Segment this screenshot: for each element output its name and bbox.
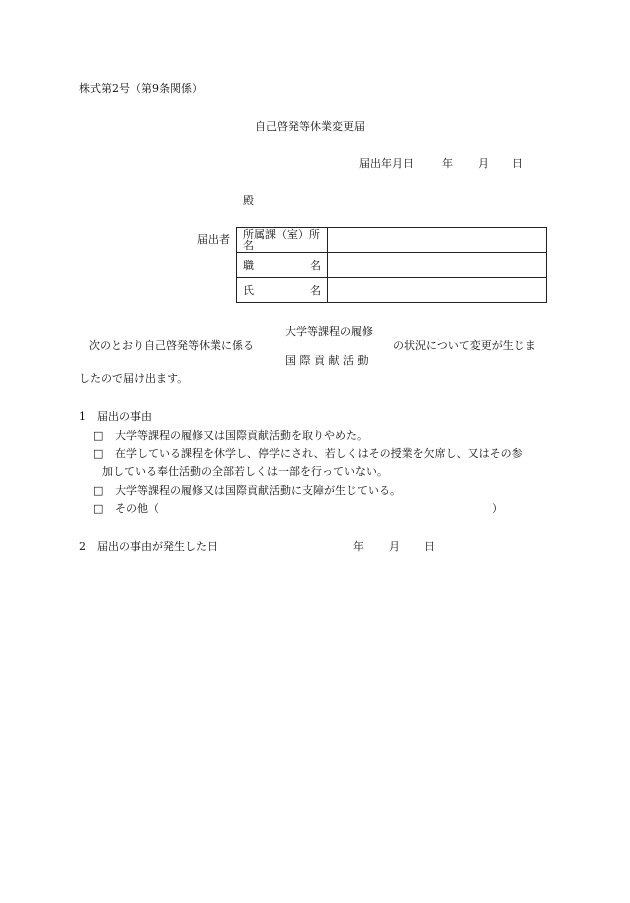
department-value[interactable] (328, 228, 547, 253)
occurrence-month: 月 (389, 540, 400, 553)
reason-item-2-text: 在学している課程を休学し、停学にされ、若しくはその授業を欠席し、又はその参 (115, 447, 523, 460)
checkbox[interactable]: □ (93, 502, 104, 515)
name-value[interactable] (328, 278, 547, 303)
position-value[interactable] (328, 253, 547, 278)
checkbox[interactable]: □ (93, 429, 104, 442)
date-day: 日 (512, 157, 523, 170)
form-number: 株式第2号（第9条関係） (79, 82, 203, 95)
reporter-row-position (237, 253, 547, 278)
reporter-table (236, 227, 547, 303)
date-year: 年 (442, 157, 453, 170)
section2-heading: 2 届出の事由が発生した日 (79, 540, 218, 553)
name-label (237, 278, 328, 303)
department-label: 所属課（室）所名 (237, 228, 328, 253)
other-close-paren: ） (492, 502, 503, 515)
reason-item-2 (93, 448, 523, 459)
option-contribution: 国 際 貢 献 活 動 (285, 354, 369, 367)
name-label-right: 名 (310, 283, 321, 297)
addressee-suffix: 殿 (243, 194, 254, 207)
name-label-left: 氏 (243, 283, 254, 297)
reason-item-1-text: 大学等課程の履修又は国際貢献活動を取りやめた。 (115, 429, 368, 442)
reporter-row-name (237, 278, 547, 303)
body-line2: したので届け出ます。 (79, 372, 189, 385)
reporter-row-department (237, 228, 547, 253)
reason-item-3-text: 大学等課程の履修又は国際貢献活動に支障が生じている。 (115, 484, 401, 497)
occurrence-day: 日 (424, 540, 435, 553)
reason-item-3 (93, 485, 401, 496)
occurrence-year: 年 (353, 540, 364, 553)
checkbox[interactable]: □ (93, 447, 104, 460)
page-title: 自己啓発等休業変更届 (255, 120, 365, 133)
position-label (237, 253, 328, 278)
position-label-left: 職 (243, 258, 254, 272)
body-tail: の状況について変更が生じま (393, 339, 536, 352)
body-lead: 次のとおり自己啓発等休業に係る (89, 339, 254, 352)
checkbox[interactable]: □ (93, 484, 104, 497)
date-month: 月 (478, 157, 489, 170)
reporter-label: 届出者 (197, 233, 230, 246)
reason-item-1 (93, 430, 368, 441)
option-study: 大学等課程の履修 (285, 325, 373, 338)
reason-item-other (93, 503, 159, 514)
position-label-right: 名 (310, 258, 321, 272)
section1-heading: 1 届出の事由 (79, 410, 152, 423)
reason-item-2-continuation: 加している奉仕活動の全部若しくは一部を行っていない。 (102, 465, 388, 478)
date-label: 届出年月日 (359, 157, 414, 170)
other-label: その他（ (115, 502, 159, 515)
